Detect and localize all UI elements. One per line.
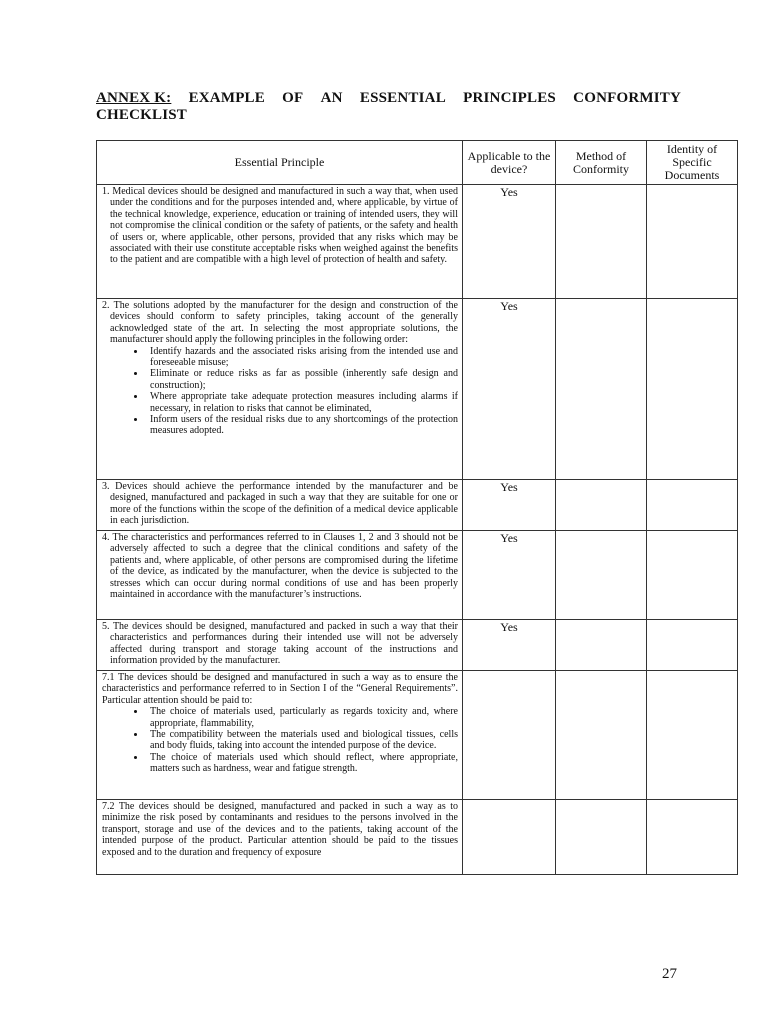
table-row: [97, 800, 738, 875]
method-cell: [556, 185, 647, 299]
method-cell: [556, 299, 647, 480]
list-item: • The compatibility between the materials used and biological tissues, cells and body fluids, taking into account the intended purpose of the device.: [146, 729, 458, 752]
header-method-of-conformity: Method of Conformity: [556, 141, 647, 185]
applicable-cell: Yes: [463, 531, 556, 620]
applicable-cell: Yes: [463, 620, 556, 671]
principle-cell: [97, 299, 463, 480]
identity-cell: [647, 185, 738, 299]
principle-text: 7.2 The devices should be designed, manufactured and packed in such a way as to minimize the risk posed by contaminants and residues to the persons involved in the transport, storage and use of the devices and to the patients, taking account of the intended purpose of the product. Particular attention should be paid to the tissues exposed and to the duration and frequency of exposure: [102, 801, 458, 858]
bullet-list: [102, 706, 458, 774]
table-row: [97, 185, 738, 299]
heading-line-1: [96, 90, 681, 107]
identity-cell: [647, 620, 738, 671]
table-row: [97, 620, 738, 671]
principle-text: 2. The solutions adopted by the manufacturer for the design and construction of the devices should conform to safety principles, taking account of the generally acknowledged state of the art. In selecting the most appropriate solutions, the manufacturer should apply the following principles in the following order:: [102, 300, 458, 346]
conformity-checklist-table: [96, 140, 738, 875]
heading-word: PRINCIPLES: [463, 90, 556, 106]
applicable-cell: Yes: [463, 299, 556, 480]
principle-cell: [97, 671, 463, 800]
table-header-row: [97, 141, 738, 185]
table-row: [97, 299, 738, 480]
principle-cell: [97, 531, 463, 620]
header-essential-principle: Essential Principle: [97, 141, 463, 185]
principle-text: 7.1 The devices should be designed and manufactured in such a way as to ensure the characteristics and performance referred to in Section I of the “General Requirements”. Particular attention should be paid to:: [102, 672, 458, 706]
table-row: [97, 531, 738, 620]
principle-text: 3. Devices should achieve the performance intended by the manufacturer and be designed, manufactured and packaged in such a way that they are suitable for one or more of the functions within the scope of the definition of a medical device applicable in each jurisdiction.: [102, 481, 458, 527]
applicable-cell: [463, 800, 556, 875]
principle-text: 4. The characteristics and performances referred to in Clauses 1, 2 and 3 should not be adversely affected to such a degree that the clinical conditions and safety of the patients and, where applicable, of other persons are compromised during the lifetime of the device, as indicated by the manufacturer, when the device is subjected to the stresses which can occur during normal conditions of use and has been properly maintained in accordance with the manufacturer’s instructions.: [102, 532, 458, 601]
method-cell: [556, 800, 647, 875]
page-number: 27: [662, 966, 677, 982]
table-row: [97, 480, 738, 531]
header-identity-of-documents: Identity of Specific Documents: [647, 141, 738, 185]
heading-word: AN: [320, 90, 343, 106]
principle-text: 5. The devices should be designed, manufactured and packed in such a way that their characteristics and performances during their intended use will not be adversely affected during transport and storage taking account of the instructions and information provided by the manufacturer.: [102, 621, 458, 667]
principle-cell: [97, 185, 463, 299]
list-item: • Identify hazards and the associated risks arising from the intended use and foreseeable misuse;: [146, 346, 458, 369]
heading-word: ESSENTIAL: [359, 90, 446, 106]
annex-label: ANNEX K:: [96, 90, 172, 106]
principle-cell: [97, 480, 463, 531]
list-item: • Inform users of the residual risks due to any shortcomings of the protection measures adopted.: [146, 414, 458, 437]
principle-text: 1. Medical devices should be designed and manufactured in such a way that, when used under the conditions and for the purposes intended and, where applicable, by virtue of the technical knowledge, experience, education or training of intended users, they will not compromise the clinical condition or the safety of patients, or the safety and health of users or, where applicable, other persons, provided that any risks which may be associated with their use constitute acceptable risks when weighed against the benefits to the patient and are compatible with a high level of protection of health and safety.: [102, 186, 458, 266]
document-heading: [96, 90, 681, 124]
identity-cell: [647, 800, 738, 875]
list-item: • The choice of materials used which should reflect, where appropriate, matters such as hardness, wear and fatigue strength.: [146, 752, 458, 775]
method-cell: [556, 671, 647, 800]
heading-word: EXAMPLE: [188, 90, 265, 106]
list-item: • Eliminate or reduce risks as far as possible (inherently safe design and construction);: [146, 368, 458, 391]
identity-cell: [647, 671, 738, 800]
applicable-cell: Yes: [463, 480, 556, 531]
identity-cell: [647, 480, 738, 531]
principle-cell: [97, 800, 463, 875]
table-row: [97, 671, 738, 800]
bullet-list: [102, 346, 458, 437]
method-cell: [556, 531, 647, 620]
applicable-cell: [463, 671, 556, 800]
identity-cell: [647, 531, 738, 620]
heading-word: OF: [282, 90, 304, 106]
heading-word: CONFORMITY: [573, 90, 681, 106]
method-cell: [556, 620, 647, 671]
method-cell: [556, 480, 647, 531]
list-item: • Where appropriate take adequate protection measures including alarms if necessary, in relation to risks that cannot be eliminated,: [146, 391, 458, 414]
identity-cell: [647, 299, 738, 480]
list-item: • The choice of materials used, particularly as regards toxicity and, where appropriate, flammability,: [146, 706, 458, 729]
applicable-cell: Yes: [463, 185, 556, 299]
principle-cell: [97, 620, 463, 671]
heading-line-2: CHECKLIST: [96, 107, 187, 123]
header-applicable: Applicable to the device?: [463, 141, 556, 185]
